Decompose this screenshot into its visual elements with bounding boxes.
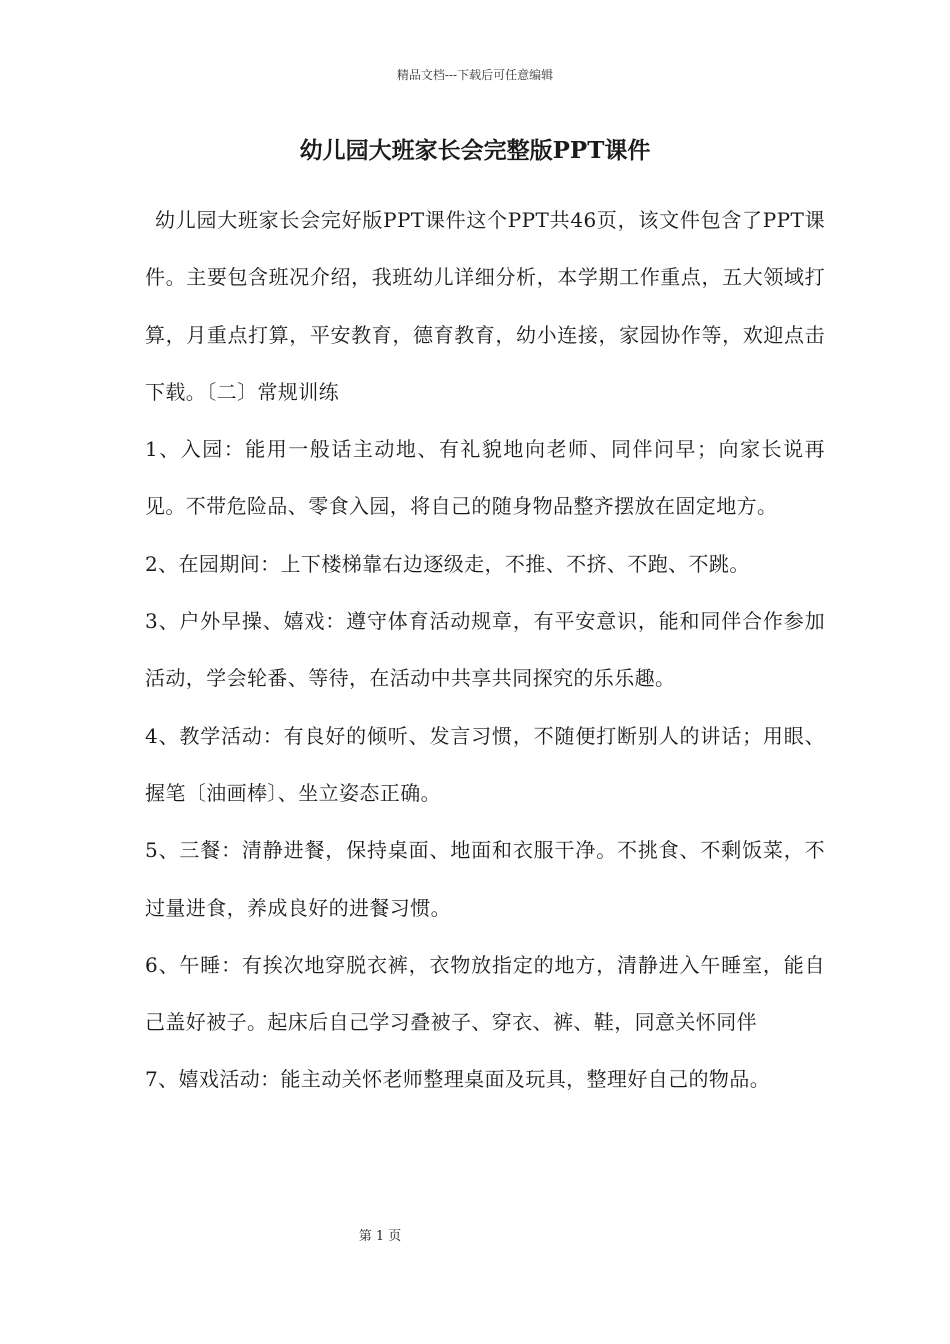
page-header: 精品文档---下载后可任意编辑 bbox=[396, 68, 554, 82]
paragraph-item-7: 7、嬉戏活动：能主动关怀老师整理桌面及玩具，整理好自己的物品。 bbox=[145, 1067, 771, 1092]
paragraph-item-5: 5、三餐：清静进餐，保持桌面、地面和衣服干净。不挑食、不剩饭菜，不过量进食，养成良好的进餐习惯。 bbox=[145, 838, 825, 920]
paragraph-intro: 幼儿园大班家长会完好版PPT课件这个PPT共46页，该文件包含了PPT课件。主要包含班况介绍，我班幼儿详细分析，本学期工作重点，五大领域打算，月重点打算，平安教育，德育教育，幼小连接，家园协作等，欢迎点击下载。〔二〕常规训练 bbox=[145, 208, 825, 404]
document-title: 幼儿园大班家长会完整版PPT课件 bbox=[299, 137, 651, 164]
paragraph-item-2: 2、在园期间：上下楼梯靠右边逐级走，不推、不挤、不跑、不跳。 bbox=[145, 551, 750, 576]
page-number: 第 1 页 bbox=[358, 1229, 402, 1244]
paragraph-item-3: 3、户外早操、嬉戏：遵守体育活动规章，有平安意识，能和同伴合作参加活动，学会轮番、等待，在活动中共享共同探究的乐乐趣。 bbox=[145, 609, 825, 691]
paragraph-item-1: 1、入园：能用一般话主动地、有礼貌地向老师、同伴问早；向家长说再见。不带危险品、零食入园，将自己的随身物品整齐摆放在固定地方。 bbox=[145, 437, 825, 519]
document-body bbox=[145, 192, 825, 1109]
paragraph-item-6: 6、午睡：有挨次地穿脱衣裤，衣物放指定的地方，清静进入午睡室，能自己盖好被子。起床后自己学习叠被子、穿衣、裤、鞋，同意关怀同伴 bbox=[145, 952, 825, 1035]
paragraph-item-4: 4、教学活动：有良好的倾听、发言习惯，不随便打断别人的讲话；用眼、握笔〔油画棒〕、坐立姿态正确。 bbox=[145, 723, 825, 805]
